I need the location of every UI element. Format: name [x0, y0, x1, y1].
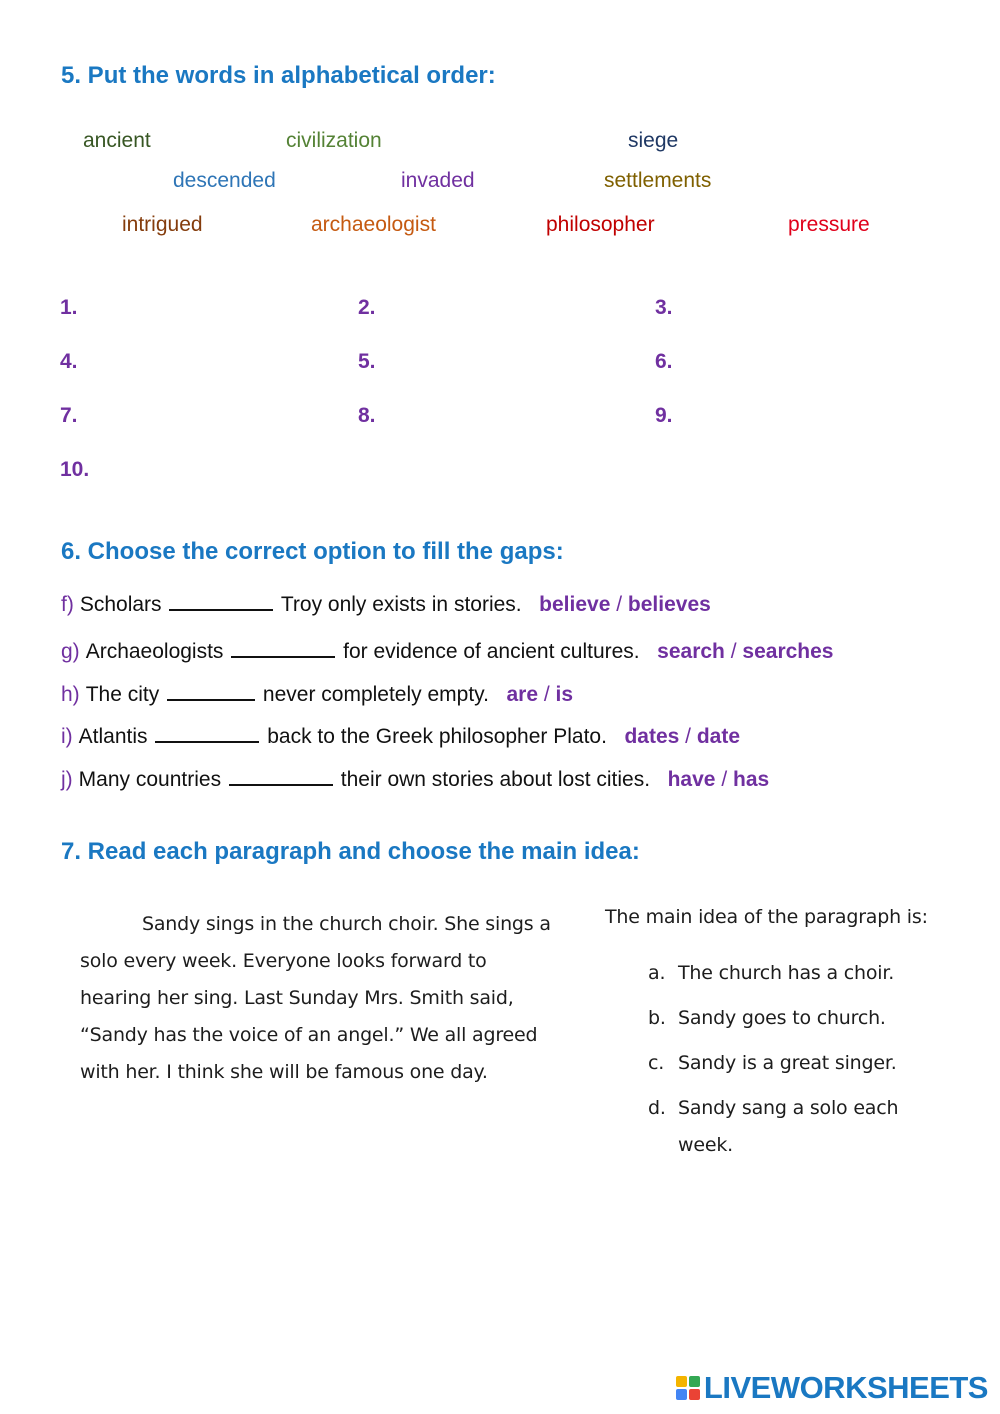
choice-a[interactable]	[648, 962, 894, 984]
option-2[interactable]: believes	[627, 593, 711, 616]
logo-text: LIVEWORKSHEETS	[703, 1370, 988, 1405]
sentence-start: The city	[85, 683, 160, 706]
option-separator: /	[730, 640, 737, 663]
liveworksheets-logo-icon	[676, 1376, 700, 1400]
paragraph-line: hearing her sing. Last Sunday Mrs. Smith said,	[80, 987, 514, 1009]
answer-number: 10.	[60, 458, 90, 481]
reading-paragraph	[80, 906, 580, 1091]
choice-text: The church has a choir.	[678, 962, 895, 984]
choice-text: Sandy sang a solo each	[678, 1097, 899, 1119]
option-2[interactable]: has	[733, 768, 770, 791]
answer-number: 1.	[60, 296, 78, 319]
choice-c[interactable]	[648, 1052, 897, 1074]
section-7-heading: 7. Read each paragraph and choose the main idea:	[61, 838, 640, 865]
option-1[interactable]: are	[506, 683, 538, 706]
gap-blank[interactable]	[155, 725, 259, 743]
item-letter: i)	[61, 725, 73, 748]
gap-sentence-h	[61, 683, 573, 707]
word-ancient: ancient	[83, 129, 151, 152]
option-1[interactable]: search	[657, 640, 725, 663]
paragraph-line: “Sandy has the voice of an angel.” We all agreed	[80, 1024, 538, 1046]
answer-number: 7.	[60, 404, 78, 427]
sentence-start: Archaeologists	[85, 640, 224, 663]
section-5-heading: 5. Put the words in alphabetical order:	[61, 62, 496, 89]
option-2[interactable]: is	[555, 683, 574, 706]
item-letter: h)	[61, 683, 80, 706]
choice-text: Sandy is a great singer.	[678, 1052, 897, 1074]
main-idea-question: The main idea of the paragraph is:	[605, 906, 928, 928]
logo-square	[689, 1376, 700, 1387]
gap-blank[interactable]	[229, 768, 333, 786]
word-philosopher: philosopher	[546, 213, 655, 236]
answer-number: 6.	[655, 350, 673, 373]
choice-label: a.	[648, 962, 666, 984]
word-settlements: settlements	[604, 169, 712, 192]
option-1[interactable]: dates	[624, 725, 680, 748]
word-civilization: civilization	[286, 129, 382, 152]
sentence-end: their own stories about lost cities.	[340, 768, 651, 791]
option-separator: /	[721, 768, 728, 791]
choice-label: c.	[648, 1052, 665, 1074]
choice-label: d.	[648, 1097, 666, 1119]
option-1[interactable]: have	[667, 768, 716, 791]
gap-sentence-f	[61, 593, 711, 617]
word-archaeologist: archaeologist	[311, 213, 436, 236]
logo-square	[676, 1389, 687, 1400]
logo-square	[689, 1389, 700, 1400]
answer-number: 3.	[655, 296, 673, 319]
gap-blank[interactable]	[169, 593, 273, 611]
choice-b[interactable]	[648, 1007, 886, 1029]
gap-sentence-j	[61, 768, 769, 792]
word-invaded: invaded	[401, 169, 475, 192]
option-1[interactable]: believe	[539, 593, 611, 616]
liveworksheets-logo	[676, 1370, 988, 1406]
logo-square	[676, 1376, 687, 1387]
option-2[interactable]: date	[696, 725, 741, 748]
choice-d[interactable]	[648, 1097, 898, 1119]
gap-blank[interactable]	[231, 640, 335, 658]
sentence-end: back to the Greek philosopher Plato.	[267, 725, 607, 748]
gap-sentence-g	[61, 640, 833, 664]
answer-number: 5.	[358, 350, 376, 373]
paragraph-line: Sandy sings in the church choir. She sings a	[142, 913, 551, 935]
option-separator: /	[543, 683, 550, 706]
option-2[interactable]: searches	[742, 640, 834, 663]
option-separator: /	[616, 593, 623, 616]
choice-label: b.	[648, 1007, 666, 1029]
section-6-heading: 6. Choose the correct option to fill the gaps:	[61, 538, 564, 565]
sentence-start: Atlantis	[78, 725, 148, 748]
item-letter: f)	[61, 593, 74, 616]
sentence-end: Troy only exists in stories.	[280, 593, 522, 616]
option-separator: /	[685, 725, 691, 748]
item-letter: g)	[61, 640, 80, 663]
item-letter: j)	[61, 768, 73, 791]
paragraph-line: solo every week. Everyone looks forward to	[80, 950, 487, 972]
choice-text: Sandy goes to church.	[678, 1007, 886, 1029]
word-descended: descended	[173, 169, 276, 192]
answer-number: 4.	[60, 350, 78, 373]
sentence-start: Many countries	[78, 768, 222, 791]
sentence-end: for evidence of ancient cultures.	[343, 640, 640, 663]
answer-number: 8.	[358, 404, 376, 427]
choice-d-continued	[648, 1134, 733, 1156]
gap-blank[interactable]	[167, 683, 255, 701]
choice-text: week.	[678, 1134, 733, 1156]
answer-number: 2.	[358, 296, 376, 319]
word-intrigued: intrigued	[122, 213, 203, 236]
sentence-start: Scholars	[79, 593, 162, 616]
word-pressure: pressure	[788, 213, 870, 236]
answer-number: 9.	[655, 404, 673, 427]
word-siege: siege	[628, 129, 679, 152]
paragraph-line: with her. I think she will be famous one day.	[80, 1061, 488, 1083]
gap-sentence-i	[61, 725, 740, 749]
sentence-end: never completely empty.	[262, 683, 489, 706]
